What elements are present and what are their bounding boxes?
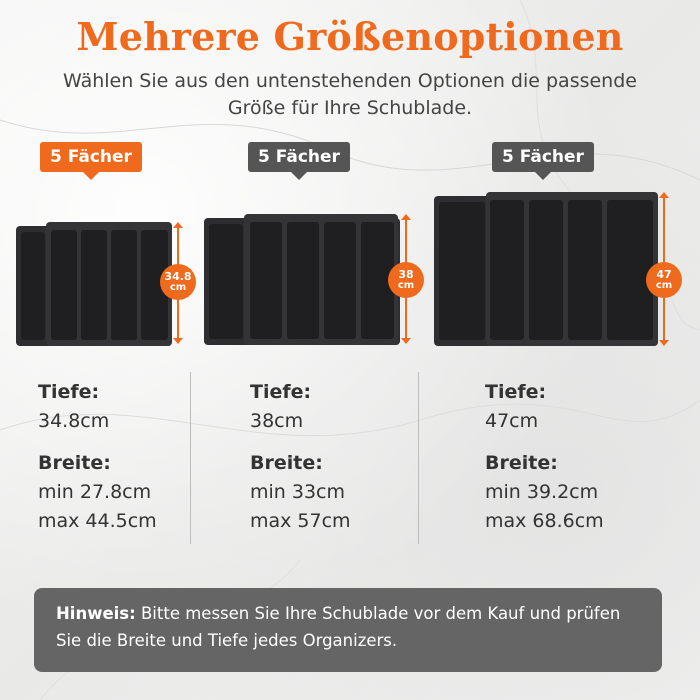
page-subtitle: Wählen Sie aus den untenstehenden Optionen die passende Größe für Ihre Schublade. — [63, 70, 637, 119]
cutlery-tray-large — [434, 192, 660, 347]
depth-circle-value: 34.8 — [164, 270, 192, 283]
depth-circle-unit: cm — [169, 282, 187, 293]
measurement-note — [34, 588, 662, 672]
width-max: max 57cm — [250, 510, 351, 532]
cutlery-tray-small — [16, 222, 174, 347]
depth-value: 34.8cm — [38, 410, 110, 432]
cutlery-tray-medium — [204, 214, 400, 346]
depth-value: 38cm — [250, 410, 304, 432]
specs-large — [485, 378, 604, 536]
width-max: max 68.6cm — [485, 510, 604, 532]
depth-label: Tiefe: — [485, 381, 547, 403]
note-label: Hinweis: — [56, 604, 136, 623]
depth-circle-unit: cm — [397, 280, 415, 291]
depth-circle-unit: cm — [655, 280, 673, 291]
depth-circle-large — [646, 262, 682, 298]
depth-circle-small — [160, 264, 196, 300]
width-min: min 27.8cm — [38, 481, 152, 503]
cutlery-tray-icon — [204, 214, 400, 346]
column-divider — [418, 372, 419, 544]
width-label: Breite: — [38, 452, 111, 474]
specs-small — [38, 378, 157, 536]
depth-label: Tiefe: — [38, 381, 100, 403]
depth-circle-medium — [388, 262, 424, 298]
compartment-badge-large: 5 Fächer — [492, 142, 594, 172]
specs-medium — [250, 378, 351, 536]
depth-circle-value: 38 — [398, 268, 414, 281]
depth-value: 47cm — [485, 410, 539, 432]
column-divider — [190, 372, 191, 544]
page-title: Mehrere Größenoptionen — [76, 14, 624, 59]
compartment-badge-small: 5 Fächer — [40, 142, 142, 172]
width-max: max 44.5cm — [38, 510, 157, 532]
cutlery-tray-icon — [16, 222, 174, 347]
compartment-badge-medium: 5 Fächer — [248, 142, 350, 172]
width-min: min 39.2cm — [485, 481, 599, 503]
width-min: min 33cm — [250, 481, 345, 503]
width-label: Breite: — [250, 452, 323, 474]
note-text: Bitte messen Sie Ihre Schublade vor dem Kauf und prüfen Sie die Breite und Tiefe jedes Organizers. — [56, 604, 621, 650]
width-label: Breite: — [485, 452, 558, 474]
depth-label: Tiefe: — [250, 381, 312, 403]
cutlery-tray-icon — [434, 192, 660, 347]
depth-circle-value: 47 — [656, 268, 672, 281]
